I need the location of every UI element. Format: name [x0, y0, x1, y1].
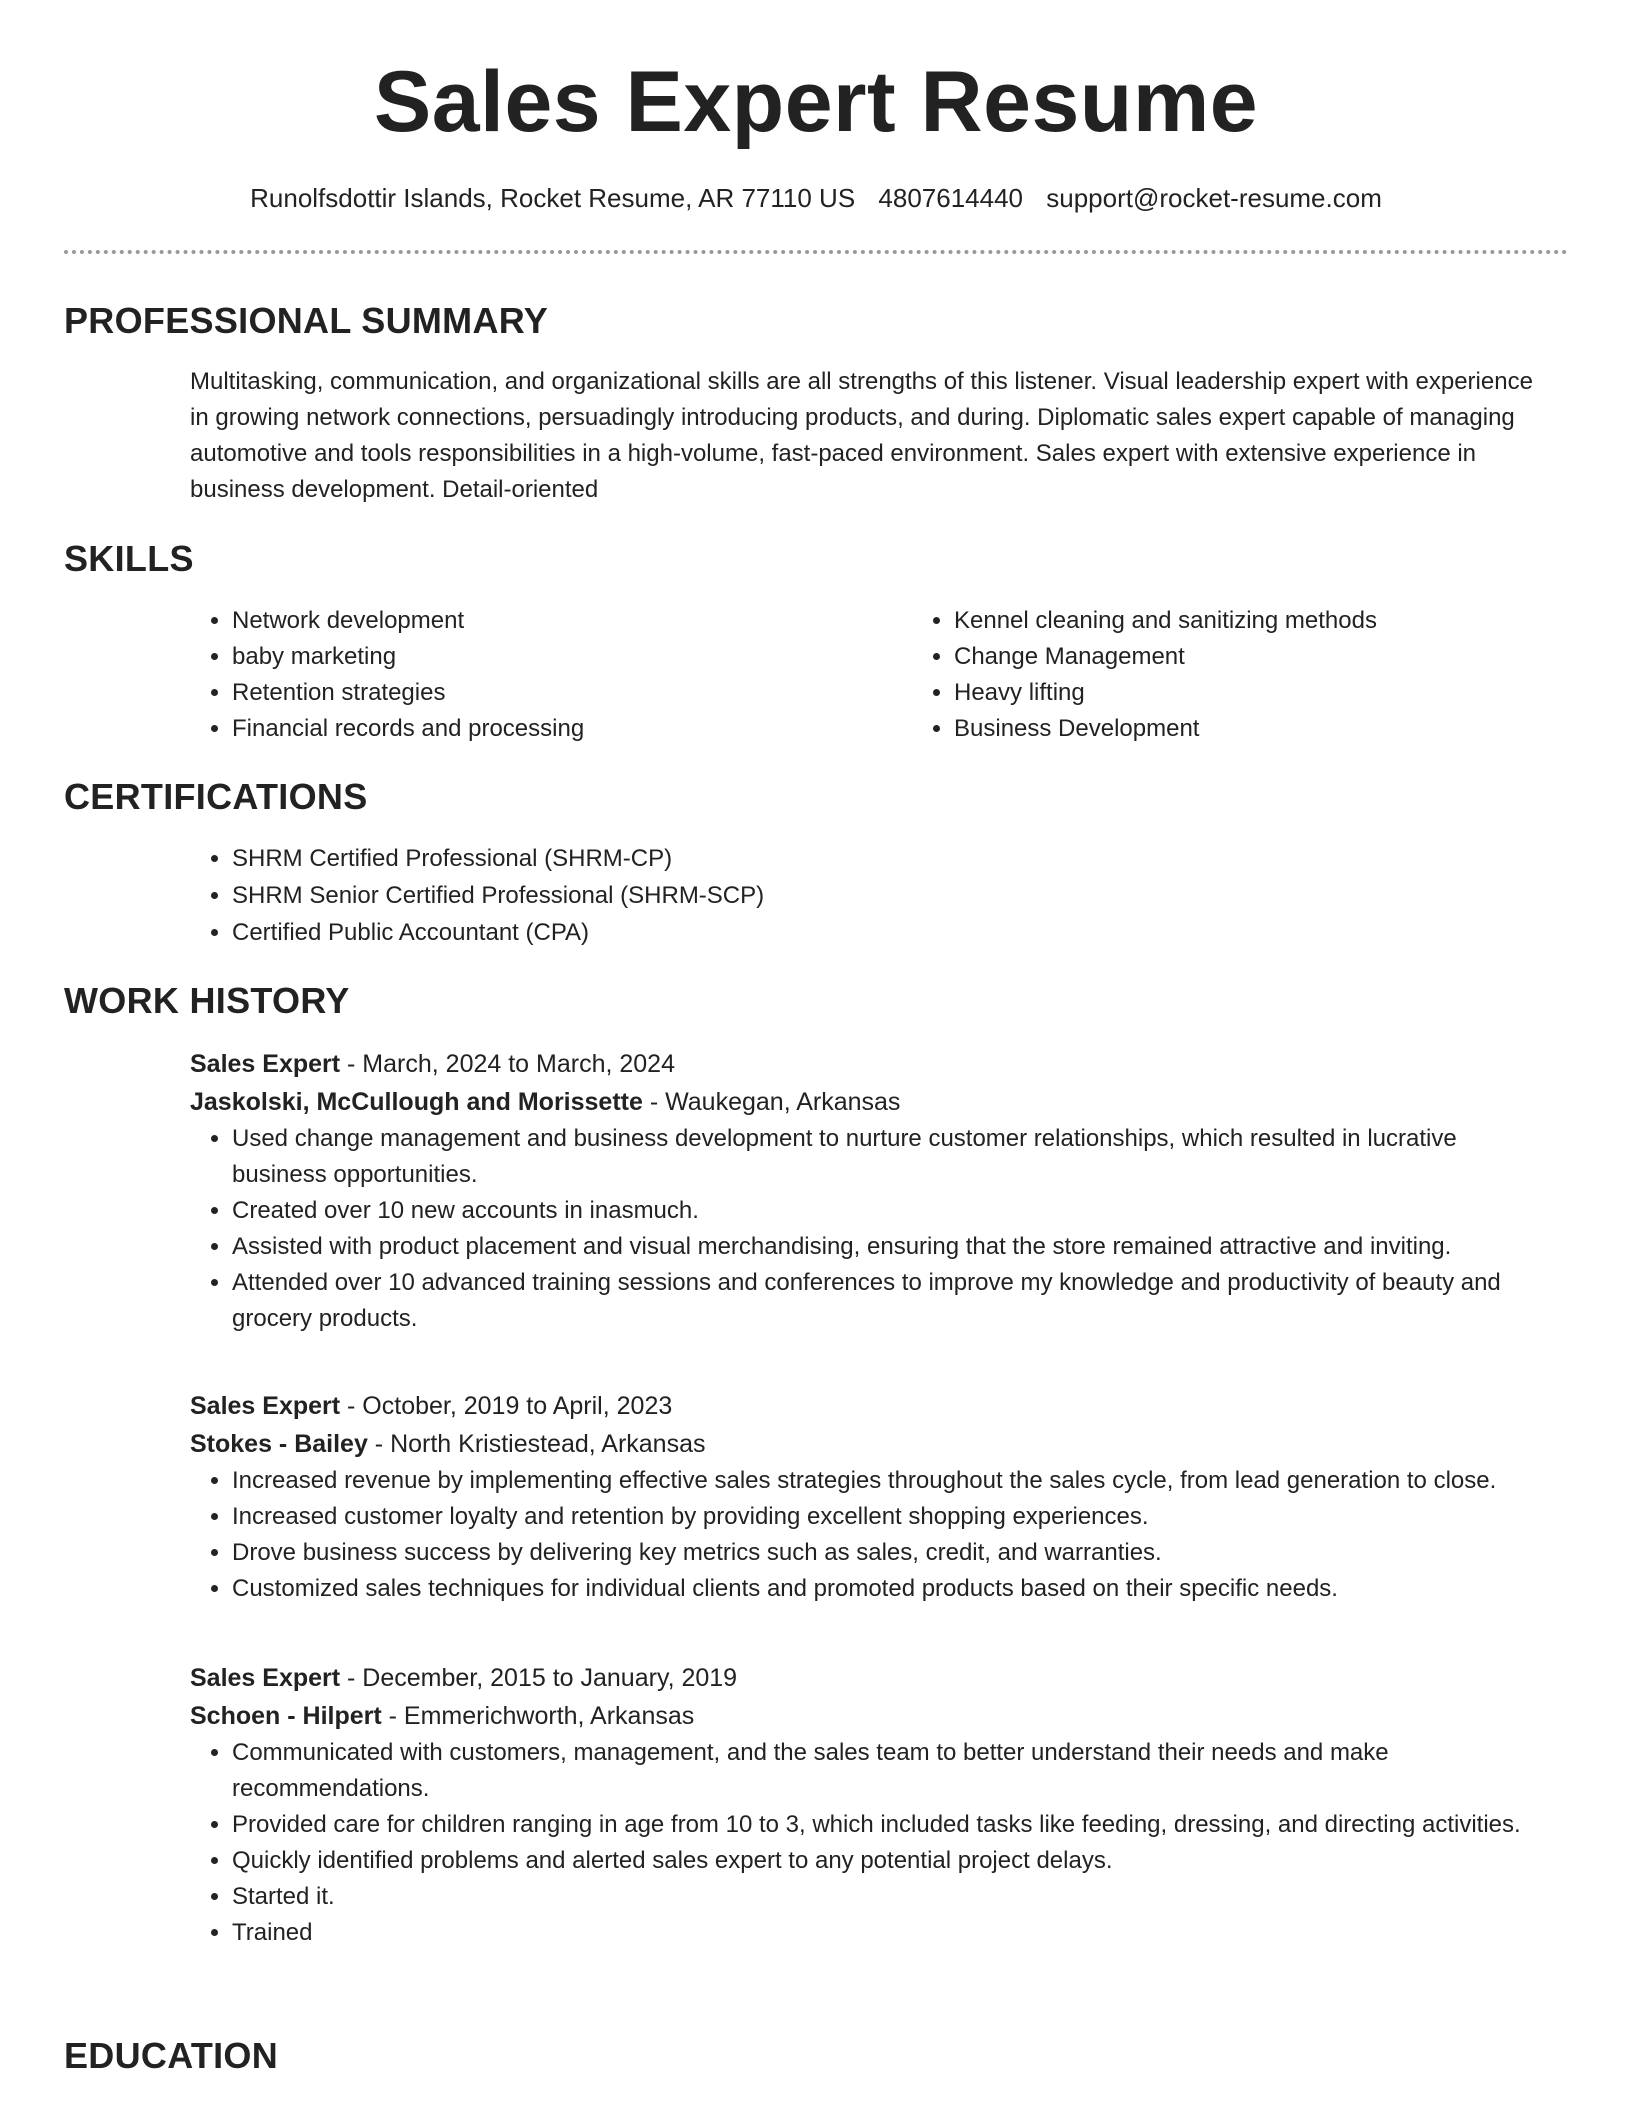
section-title-education: EDUCATION: [64, 2035, 279, 2076]
list-item: • Increased revenue by implementing effective sales strategies throughout the sales cycle, from lead generation to close.: [232, 1463, 1555, 1499]
list-item: • Provided care for children ranging in age from 10 to 3, which included tasks like feeding, dressing, and directing activities.: [232, 1807, 1555, 1843]
summary-body: [190, 364, 1555, 508]
job-dates: - October, 2019 to April, 2023: [340, 1392, 673, 1420]
job-entry: [190, 1387, 1555, 1607]
job-title-line: [190, 1387, 1555, 1425]
contact-address: Runolfsdottir Islands, Rocket Resume, AR 77110 US: [250, 183, 856, 213]
job-bullets: [190, 1735, 1555, 1951]
list-item: • baby marketing: [232, 639, 912, 675]
job-role: Sales Expert: [190, 1050, 341, 1078]
header-divider: [64, 250, 1568, 254]
skills-body: [190, 603, 1555, 747]
job-dates: - March, 2024 to March, 2024: [340, 1050, 675, 1078]
job-company-line: [190, 1083, 1555, 1121]
job-location: - Emmerichworth, Arkansas: [381, 1702, 695, 1730]
list-item: • Certified Public Accountant (CPA): [232, 914, 1555, 951]
list-item: • SHRM Certified Professional (SHRM-CP): [232, 840, 1555, 877]
job-title-line: [190, 1659, 1555, 1697]
certifications-list: [190, 840, 1555, 951]
list-item: • Network development: [232, 603, 912, 639]
job-role: Sales Expert: [190, 1664, 341, 1692]
skills-list-right: [912, 603, 1632, 747]
job-role: Sales Expert: [190, 1392, 341, 1420]
list-item: • Financial records and processing: [232, 711, 912, 747]
certifications-body: [190, 840, 1555, 951]
resume-title: Sales Expert Resume: [373, 54, 1259, 150]
list-item: • Heavy lifting: [954, 675, 1632, 711]
list-item: • Assisted with product placement and visual merchandising, ensuring that the store remained attractive and inviting.: [232, 1229, 1555, 1265]
section-title-certifications: CERTIFICATIONS: [64, 776, 368, 817]
job-title-line: [190, 1045, 1555, 1083]
list-item: • Change Management: [954, 639, 1632, 675]
job-company: Jaskolski, McCullough and Morissette: [190, 1088, 643, 1116]
list-item: • Retention strategies: [232, 675, 912, 711]
list-item: • Quickly identified problems and alerted sales expert to any potential project delays.: [232, 1843, 1555, 1879]
skills-list-left: [190, 603, 912, 747]
section-title-skills: SKILLS: [64, 538, 194, 579]
contact-phone: 4807614440: [878, 183, 1024, 213]
job-dates: - December, 2015 to January, 2019: [340, 1664, 738, 1692]
contact-email: support@rocket-resume.com: [1046, 183, 1382, 213]
job-entry: [190, 1045, 1555, 1337]
list-item: • Business Development: [954, 711, 1632, 747]
list-item: • Started it.: [232, 1879, 1555, 1915]
job-company: Stokes - Bailey: [190, 1430, 368, 1458]
job-location: - North Kristiestead, Arkansas: [367, 1430, 706, 1458]
job-location: - Waukegan, Arkansas: [642, 1088, 901, 1116]
job-company: Schoen - Hilpert: [190, 1702, 382, 1730]
list-item: • Used change management and business development to nurture customer relationships, which resulted in lucrative business opportunities.: [232, 1121, 1555, 1193]
list-item: • Customized sales techniques for individual clients and promoted products based on their specific needs.: [232, 1571, 1555, 1607]
list-item: • Increased customer loyalty and retention by providing excellent shopping experiences.: [232, 1499, 1555, 1535]
summary-text: Multitasking, communication, and organizational skills are all strengths of this listener. Visual leadership expert with experience in growing network connections, persuadingly introducing products, and during. Diplomatic sales expert capable of managing automotive and tools responsibilities in a high-volume, fast-paced environment. Sales expert with extensive experience in business development. Detail-oriented: [190, 368, 1533, 503]
list-item: • SHRM Senior Certified Professional (SHRM-SCP): [232, 877, 1555, 914]
list-item: • Kennel cleaning and sanitizing methods: [954, 603, 1632, 639]
contact-line: [0, 180, 1632, 216]
list-item: • Communicated with customers, management, and the sales team to better understand their needs and make recommendations.: [232, 1735, 1555, 1807]
job-company-line: [190, 1425, 1555, 1463]
job-entry: [190, 1659, 1555, 1951]
job-bullets: [190, 1463, 1555, 1607]
list-item: • Drove business success by delivering key metrics such as sales, credit, and warranties.: [232, 1535, 1555, 1571]
section-title-summary: PROFESSIONAL SUMMARY: [64, 300, 549, 341]
section-title-work-history: WORK HISTORY: [64, 980, 350, 1021]
list-item: • Created over 10 new accounts in inasmuch.: [232, 1193, 1555, 1229]
list-item: • Attended over 10 advanced training sessions and conferences to improve my knowledge and productivity of beauty and grocery products.: [232, 1265, 1555, 1337]
job-company-line: [190, 1697, 1555, 1735]
list-item: • Trained: [232, 1915, 1555, 1951]
job-bullets: [190, 1121, 1555, 1337]
